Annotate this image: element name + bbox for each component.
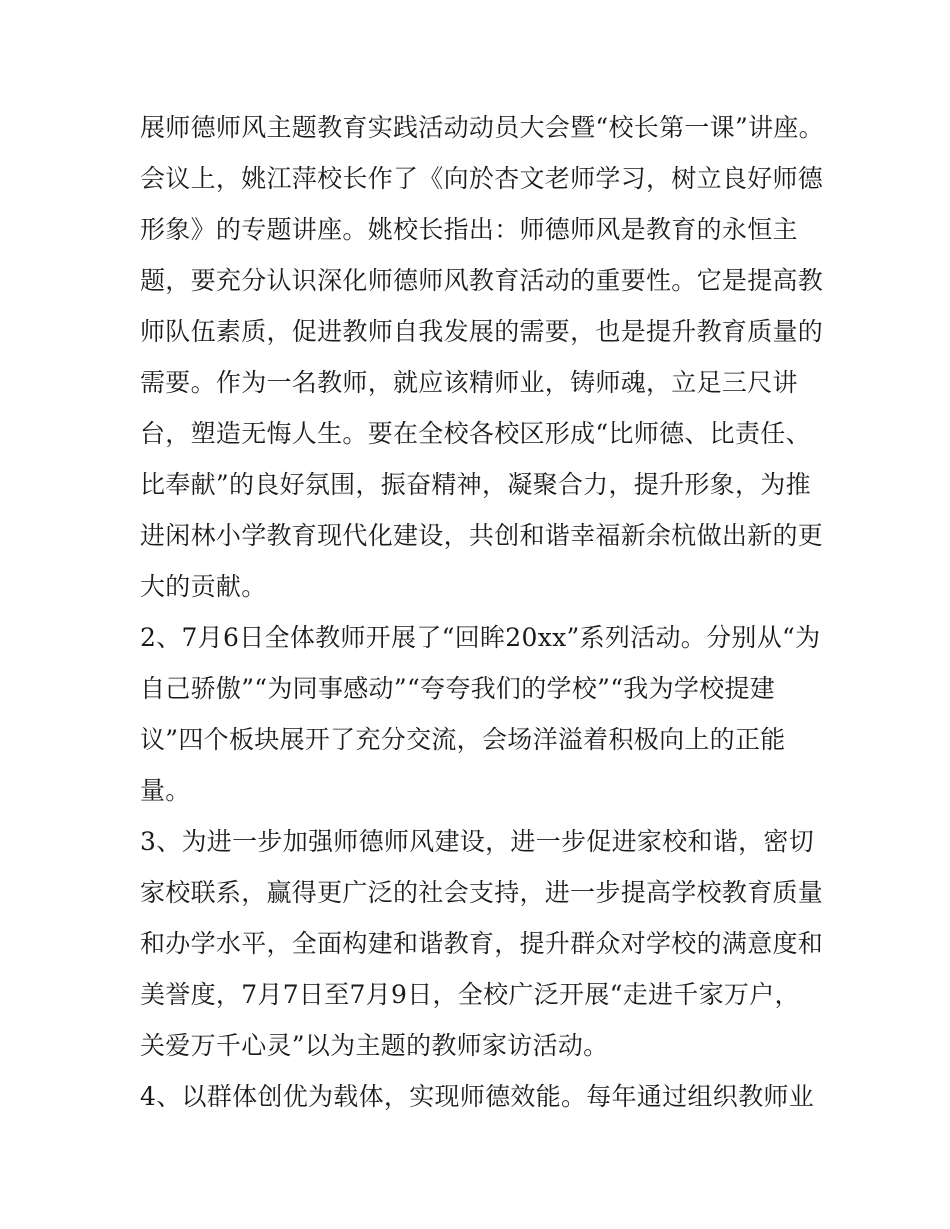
text-line: 题，要充分认识深化师德师风教育活动的重要性。它是提高教	[140, 266, 824, 295]
text-line: 2、7月6日全体教师开展了“回眸20xx”系列活动。分别从“为	[140, 623, 821, 652]
text-line: 大的贡献。	[140, 572, 267, 601]
text-line: 形象》的专题讲座。姚校长指出：师德师风是教育的永恒主	[140, 215, 798, 244]
text-line: 美誉度，7月7日至7月9日，全校广泛开展“走进千家万户，	[140, 980, 800, 1009]
text-line: 量。	[140, 776, 191, 805]
text-line: 进闲林小学教育现代化建设，共创和谐幸福新余杭做出新的更	[140, 521, 824, 550]
text-line: 4、以群体创优为载体，实现师德效能。每年通过组织教师业	[140, 1082, 815, 1111]
text-line: 展师德师风主题教育实践活动动员大会暨“校长第一课”讲座。	[140, 113, 824, 142]
text-line: 需要。作为一名教师，就应该精师业，铸师魂，立足三尺讲	[140, 368, 798, 397]
text-line: 自己骄傲”“为同事感动”“夸夸我们的学校”“我为学校提建	[140, 674, 776, 703]
text-line: 师队伍素质，促进教师自我发展的需要，也是提升教育质量的	[140, 317, 824, 346]
text-line: 会议上，姚江萍校长作了《向於杏文老师学习，树立良好师德	[140, 164, 824, 193]
text-line: 关爱万千心灵”以为主题的教师家访活动。	[140, 1031, 609, 1060]
text-line: 议”四个板块展开了充分交流，会场洋溢着积极向上的正能	[140, 725, 786, 754]
text-line: 3、为进一步加强师德师风建设，进一步促进家校和谐，密切	[140, 827, 815, 856]
text-line: 台，塑造无悔人生。要在全校各校区形成“比师德、比责任、	[140, 419, 811, 448]
text-line: 和办学水平，全面构建和谐教育，提升群众对学校的满意度和	[140, 929, 824, 958]
text-line: 家校联系，赢得更广泛的社会支持，进一步提高学校教育质量	[140, 878, 824, 907]
text-line: 比奉献”的良好氛围，振奋精神，凝聚合力，提升形象，为推	[140, 470, 811, 499]
